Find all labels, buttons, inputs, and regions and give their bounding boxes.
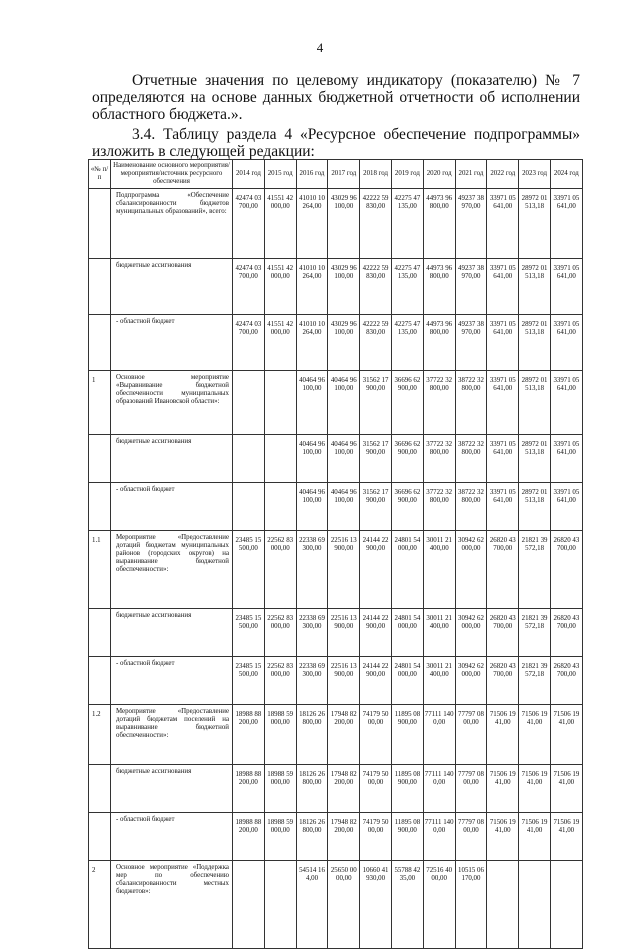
year-value-cell bbox=[233, 371, 265, 435]
year-value-cell: 37722 32800,00 bbox=[423, 435, 455, 483]
row-number: 1.2 bbox=[89, 705, 111, 765]
row-number: 1 bbox=[89, 371, 111, 435]
row-number bbox=[89, 435, 111, 483]
year-value-cell: 18988 88200,00 bbox=[233, 765, 265, 813]
row-name: бюджетные ассигнования bbox=[111, 435, 233, 483]
year-value-cell: 24144 22900,00 bbox=[360, 609, 392, 657]
paragraph-section-34 bbox=[92, 126, 580, 160]
year-value-cell: 31562 17900,00 bbox=[360, 483, 392, 531]
header-name: Наименование основного мероприятия/мероприятия/источник ресурсного обеспечения bbox=[111, 160, 233, 189]
year-value-cell: 71506 1941,00 bbox=[519, 705, 551, 765]
year-value-cell: 33971 05641,00 bbox=[487, 371, 519, 435]
row-number bbox=[89, 259, 111, 315]
year-value-cell: 42474 03700,00 bbox=[233, 259, 265, 315]
year-value-cell: 36696 62900,00 bbox=[391, 435, 423, 483]
row-name: бюджетные ассигнования bbox=[111, 765, 233, 813]
year-value-cell: 74179 5000,00 bbox=[360, 813, 392, 861]
year-value-cell: 41010 10264,00 bbox=[296, 315, 328, 371]
year-value-cell: 72516 4000,00 bbox=[423, 861, 455, 949]
table-row bbox=[89, 765, 583, 813]
row-number bbox=[89, 765, 111, 813]
year-value-cell: 33971 05641,00 bbox=[487, 259, 519, 315]
header-year: 2016 год bbox=[296, 160, 328, 189]
year-value-cell: 43029 96100,00 bbox=[328, 315, 360, 371]
year-value-cell: 28972 01513,18 bbox=[519, 483, 551, 531]
year-value-cell: 71506 1941,00 bbox=[487, 765, 519, 813]
year-value-cell: 26820 43700,00 bbox=[550, 657, 582, 705]
header-number: «№ п/п bbox=[89, 160, 111, 189]
year-value-cell: 77111 1400,00 bbox=[423, 765, 455, 813]
year-value-cell: 21821 39572,18 bbox=[519, 531, 551, 609]
year-value-cell bbox=[233, 483, 265, 531]
year-value-cell: 33971 05641,00 bbox=[487, 315, 519, 371]
year-value-cell: 21821 39572,18 bbox=[519, 657, 551, 705]
table-body bbox=[89, 189, 583, 949]
year-value-cell: 18126 26800,00 bbox=[296, 813, 328, 861]
year-value-cell: 77797 0800,00 bbox=[455, 705, 487, 765]
year-value-cell: 22516 13900,00 bbox=[328, 609, 360, 657]
year-value-cell: 42222 59830,00 bbox=[360, 315, 392, 371]
year-value-cell: 40464 96100,00 bbox=[296, 483, 328, 531]
row-number bbox=[89, 483, 111, 531]
row-name: Подпрограмма «Обеспечение сбалансированности бюджетов муниципальных образований», всего: bbox=[111, 189, 233, 259]
table-row bbox=[89, 259, 583, 315]
table-header-row bbox=[89, 160, 583, 189]
table-row bbox=[89, 813, 583, 861]
header-year: 2018 год bbox=[360, 160, 392, 189]
year-value-cell: 18988 88200,00 bbox=[233, 813, 265, 861]
year-value-cell: 28972 01513,18 bbox=[519, 259, 551, 315]
year-value-cell: 31562 17900,00 bbox=[360, 435, 392, 483]
header-year: 2019 год bbox=[391, 160, 423, 189]
year-value-cell: 28972 01513,18 bbox=[519, 435, 551, 483]
year-value-cell: 25650 0000,00 bbox=[328, 861, 360, 949]
year-value-cell: 38722 32800,00 bbox=[455, 371, 487, 435]
year-value-cell: 49237 38970,00 bbox=[455, 315, 487, 371]
header-year: 2022 год bbox=[487, 160, 519, 189]
resource-table bbox=[88, 159, 583, 949]
row-number bbox=[89, 609, 111, 657]
year-value-cell: 41551 42000,00 bbox=[264, 315, 296, 371]
year-value-cell bbox=[264, 371, 296, 435]
year-value-cell: 42474 03700,00 bbox=[233, 315, 265, 371]
year-value-cell: 24801 54000,00 bbox=[391, 657, 423, 705]
header-year: 2015 год bbox=[264, 160, 296, 189]
year-value-cell: 36696 62900,00 bbox=[391, 371, 423, 435]
year-value-cell: 37722 32800,00 bbox=[423, 483, 455, 531]
year-value-cell: 77797 0800,00 bbox=[455, 765, 487, 813]
year-value-cell: 30011 21400,00 bbox=[423, 609, 455, 657]
year-value-cell: 30942 62000,00 bbox=[455, 657, 487, 705]
table-row bbox=[89, 435, 583, 483]
year-value-cell: 33971 05641,00 bbox=[487, 483, 519, 531]
year-value-cell: 37722 32800,00 bbox=[423, 371, 455, 435]
year-value-cell: 30011 21400,00 bbox=[423, 531, 455, 609]
year-value-cell: 22338 69300,00 bbox=[296, 657, 328, 705]
table-row bbox=[89, 371, 583, 435]
table-row bbox=[89, 315, 583, 371]
row-number bbox=[89, 657, 111, 705]
year-value-cell: 26820 43700,00 bbox=[487, 657, 519, 705]
header-year: 2024 год bbox=[550, 160, 582, 189]
year-value-cell: 23485 15500,00 bbox=[233, 609, 265, 657]
row-name: - областной бюджет bbox=[111, 657, 233, 705]
year-value-cell: 22338 69300,00 bbox=[296, 531, 328, 609]
year-value-cell: 18988 59000,00 bbox=[264, 765, 296, 813]
year-value-cell: 71506 1941,00 bbox=[487, 705, 519, 765]
year-value-cell: 21821 39572,18 bbox=[519, 609, 551, 657]
year-value-cell: 17948 82200,00 bbox=[328, 765, 360, 813]
year-value-cell: 22516 13900,00 bbox=[328, 657, 360, 705]
year-value-cell: 24801 54000,00 bbox=[391, 609, 423, 657]
header-year: 2023 год bbox=[519, 160, 551, 189]
row-number bbox=[89, 315, 111, 371]
header-year: 2017 год bbox=[328, 160, 360, 189]
year-value-cell: 10515 06170,00 bbox=[455, 861, 487, 949]
row-name: Мероприятие «Предоставление дотаций бюджетам муниципальных районов (городских округов) на выравнивание бюджетной обеспеченности»: bbox=[111, 531, 233, 609]
row-number: 2 bbox=[89, 861, 111, 949]
year-value-cell: 26820 43700,00 bbox=[487, 609, 519, 657]
year-value-cell: 28972 01513,18 bbox=[519, 371, 551, 435]
year-value-cell: 18126 26800,00 bbox=[296, 765, 328, 813]
year-value-cell: 23485 15500,00 bbox=[233, 657, 265, 705]
year-value-cell: 41010 10264,00 bbox=[296, 259, 328, 315]
row-name: Основное мероприятие «Выравнивание бюджетной обеспеченности муниципальных образований Ивановской области»: bbox=[111, 371, 233, 435]
year-value-cell: 42275 47135,00 bbox=[391, 189, 423, 259]
year-value-cell: 28972 01513,18 bbox=[519, 315, 551, 371]
year-value-cell: 33971 05641,00 bbox=[550, 315, 582, 371]
year-value-cell: 33971 05641,00 bbox=[550, 435, 582, 483]
year-value-cell: 22562 83000,00 bbox=[264, 657, 296, 705]
header-year: 2014 год bbox=[233, 160, 265, 189]
year-value-cell bbox=[233, 435, 265, 483]
year-value-cell: 33971 05641,00 bbox=[487, 435, 519, 483]
year-value-cell: 44973 96800,00 bbox=[423, 259, 455, 315]
year-value-cell: 30011 21400,00 bbox=[423, 657, 455, 705]
year-value-cell: 11895 08900,00 bbox=[391, 765, 423, 813]
year-value-cell: 49237 38970,00 bbox=[455, 259, 487, 315]
row-number bbox=[89, 813, 111, 861]
year-value-cell: 24144 22900,00 bbox=[360, 657, 392, 705]
year-value-cell: 33971 05641,00 bbox=[550, 259, 582, 315]
year-value-cell: 41551 42000,00 bbox=[264, 259, 296, 315]
year-value-cell: 40464 96100,00 bbox=[328, 483, 360, 531]
year-value-cell: 11895 08900,00 bbox=[391, 705, 423, 765]
year-value-cell: 18988 88200,00 bbox=[233, 705, 265, 765]
table-row bbox=[89, 531, 583, 609]
text-line: определяются на основе данных бюджетной отчетности об исполнении bbox=[92, 89, 580, 106]
year-value-cell bbox=[264, 435, 296, 483]
year-value-cell: 28972 01513,18 bbox=[519, 189, 551, 259]
year-value-cell: 38722 32800,00 bbox=[455, 483, 487, 531]
year-value-cell: 22562 83000,00 bbox=[264, 609, 296, 657]
text-line: 3.4. Таблицу раздела 4 «Ресурсное обеспечение подпрограммы» bbox=[132, 126, 580, 143]
row-name: бюджетные ассигнования bbox=[111, 609, 233, 657]
year-value-cell: 42222 59830,00 bbox=[360, 259, 392, 315]
year-value-cell: 26820 43700,00 bbox=[550, 531, 582, 609]
year-value-cell: 77111 1400,00 bbox=[423, 813, 455, 861]
table-row bbox=[89, 705, 583, 765]
year-value-cell: 42474 03700,00 bbox=[233, 189, 265, 259]
table-row bbox=[89, 609, 583, 657]
year-value-cell: 54514 164,00 bbox=[296, 861, 328, 949]
year-value-cell: 41010 10264,00 bbox=[296, 189, 328, 259]
table-row bbox=[89, 189, 583, 259]
year-value-cell: 42275 47135,00 bbox=[391, 259, 423, 315]
page-number: 4 bbox=[316, 40, 324, 55]
year-value-cell: 77797 0800,00 bbox=[455, 813, 487, 861]
header-year: 2020 год bbox=[423, 160, 455, 189]
year-value-cell: 71506 1941,00 bbox=[550, 813, 582, 861]
year-value-cell: 44973 96800,00 bbox=[423, 189, 455, 259]
row-name: - областной бюджет bbox=[111, 315, 233, 371]
year-value-cell bbox=[264, 483, 296, 531]
year-value-cell: 77111 1400,00 bbox=[423, 705, 455, 765]
year-value-cell: 30942 62000,00 bbox=[455, 531, 487, 609]
paragraph-indicator bbox=[92, 72, 580, 123]
year-value-cell: 26820 43700,00 bbox=[487, 531, 519, 609]
row-name: - областной бюджет bbox=[111, 483, 233, 531]
year-value-cell: 40464 96100,00 bbox=[296, 371, 328, 435]
year-value-cell: 49237 38970,00 bbox=[455, 189, 487, 259]
table-row bbox=[89, 657, 583, 705]
text-line: Отчетные значения по целевому индикатору (показателю) № 7 bbox=[132, 72, 580, 89]
year-value-cell: 24801 54000,00 bbox=[391, 531, 423, 609]
row-number: 1.1 bbox=[89, 531, 111, 609]
year-value-cell: 71506 1941,00 bbox=[550, 705, 582, 765]
year-value-cell: 74179 5000,00 bbox=[360, 705, 392, 765]
year-value-cell: 40464 96100,00 bbox=[328, 371, 360, 435]
text-line: изложить в следующей редакции: bbox=[92, 143, 315, 160]
year-value-cell: 42222 59830,00 bbox=[360, 189, 392, 259]
year-value-cell: 55788 4235,00 bbox=[391, 861, 423, 949]
year-value-cell: 33971 05641,00 bbox=[550, 189, 582, 259]
header-year: 2021 год bbox=[455, 160, 487, 189]
year-value-cell: 26820 43700,00 bbox=[550, 609, 582, 657]
year-value-cell: 33971 05641,00 bbox=[550, 483, 582, 531]
year-value-cell: 17948 82200,00 bbox=[328, 705, 360, 765]
year-value-cell: 71506 1941,00 bbox=[487, 813, 519, 861]
year-value-cell: 36696 62900,00 bbox=[391, 483, 423, 531]
year-value-cell: 71506 1941,00 bbox=[519, 765, 551, 813]
text-line: областного бюджета.». bbox=[92, 106, 243, 123]
year-value-cell: 33971 05641,00 bbox=[487, 189, 519, 259]
year-value-cell: 74179 5000,00 bbox=[360, 765, 392, 813]
year-value-cell: 42275 47135,00 bbox=[391, 315, 423, 371]
year-value-cell: 11895 08900,00 bbox=[391, 813, 423, 861]
year-value-cell: 41551 42000,00 bbox=[264, 189, 296, 259]
table-row bbox=[89, 483, 583, 531]
year-value-cell: 71506 1941,00 bbox=[519, 813, 551, 861]
year-value-cell: 22338 69300,00 bbox=[296, 609, 328, 657]
year-value-cell: 71506 1941,00 bbox=[550, 765, 582, 813]
year-value-cell: 44973 96800,00 bbox=[423, 315, 455, 371]
year-value-cell: 40464 96100,00 bbox=[296, 435, 328, 483]
year-value-cell: 31562 17900,00 bbox=[360, 371, 392, 435]
year-value-cell: 22516 13900,00 bbox=[328, 531, 360, 609]
year-value-cell: 30942 62000,00 bbox=[455, 609, 487, 657]
year-value-cell: 33971 05641,00 bbox=[550, 371, 582, 435]
year-value-cell: 40464 96100,00 bbox=[328, 435, 360, 483]
year-value-cell: 18126 26800,00 bbox=[296, 705, 328, 765]
year-value-cell: 43029 96100,00 bbox=[328, 259, 360, 315]
year-value-cell: 10660 41930,00 bbox=[360, 861, 392, 949]
row-name: - областной бюджет bbox=[111, 813, 233, 861]
year-value-cell: 18988 59000,00 bbox=[264, 813, 296, 861]
row-number bbox=[89, 189, 111, 259]
year-value-cell: 43029 96100,00 bbox=[328, 189, 360, 259]
year-value-cell: 24144 22900,00 bbox=[360, 531, 392, 609]
year-value-cell: 22562 83000,00 bbox=[264, 531, 296, 609]
year-value-cell: 17948 82200,00 bbox=[328, 813, 360, 861]
year-value-cell: 23485 15500,00 bbox=[233, 531, 265, 609]
year-value-cell: 38722 32800,00 bbox=[455, 435, 487, 483]
row-name: Мероприятие «Предоставление дотаций бюджетам поселений на выравнивание бюджетной обеспеченности»: bbox=[111, 705, 233, 765]
year-value-cell: 18988 59000,00 bbox=[264, 705, 296, 765]
row-name: бюджетные ассигнования bbox=[111, 259, 233, 315]
row-name: Основное мероприятие «Поддержка мер по обеспечению сбалансированности местных бюджетов»: bbox=[111, 861, 233, 949]
